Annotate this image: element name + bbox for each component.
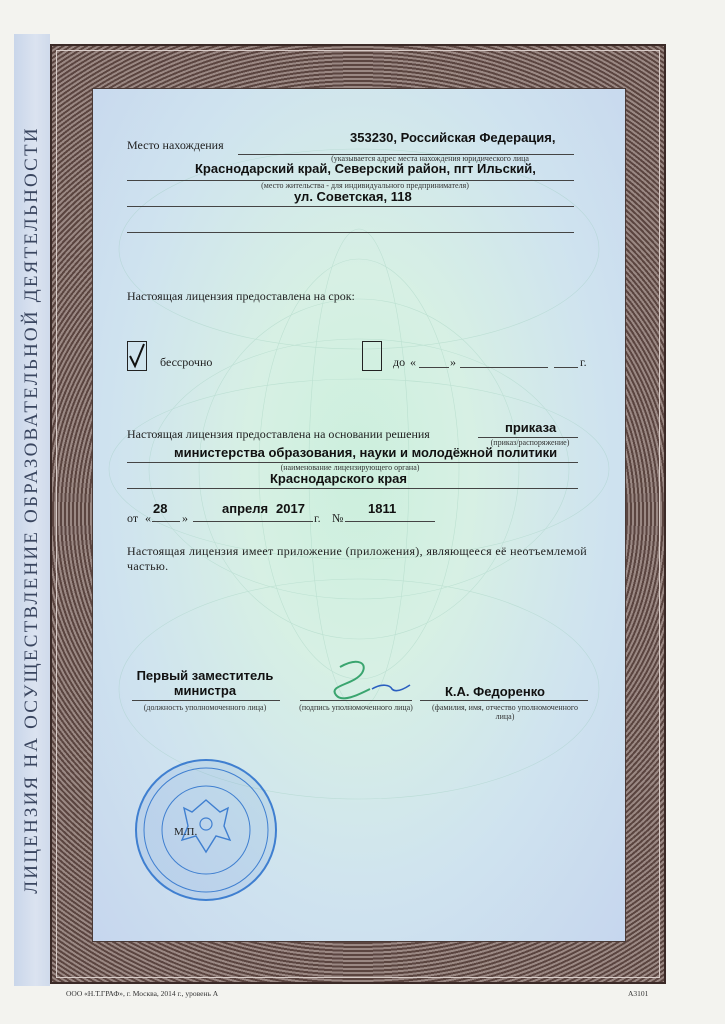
date-quote-open: « bbox=[145, 511, 151, 525]
year-value: 2017 bbox=[276, 501, 305, 516]
until-checkbox bbox=[362, 341, 382, 371]
location-value-2: Краснодарский край, Северский район, пгт Ильский, bbox=[195, 161, 536, 176]
authority-line-2 bbox=[127, 488, 578, 489]
checkmark-icon bbox=[128, 342, 146, 370]
side-title bbox=[14, 34, 50, 986]
date-year-suffix: г. bbox=[314, 511, 321, 525]
signature-hint: (подпись уполномоченного лица) bbox=[299, 703, 413, 712]
official-seal bbox=[132, 756, 280, 904]
day-value: 28 bbox=[153, 501, 168, 516]
until-quote-open: « bbox=[410, 355, 416, 369]
day-line bbox=[152, 521, 180, 522]
until-day-line bbox=[419, 367, 449, 368]
location-line-4 bbox=[127, 232, 574, 233]
until-label: до bbox=[393, 355, 406, 369]
decision-number: 1811 bbox=[368, 501, 397, 516]
position-line bbox=[132, 700, 280, 701]
position-hint: (должность уполномоченного лица) bbox=[143, 703, 267, 712]
until-year-line bbox=[554, 367, 578, 368]
decision-type-hint: (приказ/распоряжение) bbox=[490, 438, 570, 447]
form-code: А3101 bbox=[628, 989, 649, 998]
signature-graphic bbox=[318, 655, 418, 705]
location-label: Место нахождения bbox=[127, 138, 224, 152]
authority-hint: (наименование лицензирующего органа) bbox=[280, 463, 420, 472]
location-hint-1: (указывается адрес места нахождения юридического лица bbox=[331, 154, 529, 163]
indefinite-checkbox bbox=[127, 341, 147, 371]
authority-value-1: министерства образования, науки и молодёжной политики bbox=[174, 445, 558, 460]
location-line-3 bbox=[127, 206, 574, 207]
month-line bbox=[193, 521, 313, 522]
number-line bbox=[345, 521, 435, 522]
number-label: № bbox=[332, 511, 344, 525]
until-month-line bbox=[460, 367, 548, 368]
location-value-1: 353230, Российская Федерация, bbox=[350, 130, 556, 145]
date-quote-close: » bbox=[182, 511, 188, 525]
stamp-label: М.П. bbox=[174, 826, 198, 838]
position-line-1: Первый заместитель bbox=[136, 668, 274, 683]
decision-type-value: приказа bbox=[505, 420, 557, 435]
authority-value-2: Краснодарского края bbox=[270, 471, 407, 486]
until-quote-close: » bbox=[450, 355, 456, 369]
from-label: от bbox=[127, 511, 139, 525]
position-line-2: министра bbox=[173, 683, 237, 698]
signatory-name: К.А. Федоренко bbox=[445, 684, 545, 699]
side-title-text: ЛИЦЕНЗИЯ НА ОСУЩЕСТВЛЕНИЕ ОБРАЗОВАТЕЛЬНОЙ ДЕЯТЕЛЬНОСТИ bbox=[21, 126, 42, 894]
signatory-position bbox=[130, 668, 280, 698]
basis-label: Настоящая лицензия предоставлена на основании решения bbox=[127, 427, 430, 441]
signature-line bbox=[300, 700, 412, 701]
appendix-text: Настоящая лицензия имеет приложение (приложения), являющееся её неотъемлемой частью. bbox=[127, 544, 587, 573]
until-year-suffix: г. bbox=[580, 355, 587, 369]
printer-footer: ООО «Н.Т.ГРАФ», г. Москва, 2014 г., уровень А bbox=[66, 989, 219, 998]
month-value: апреля bbox=[222, 501, 269, 516]
location-value-3: ул. Советская, 118 bbox=[294, 189, 412, 204]
indefinite-label: бессрочно bbox=[160, 355, 213, 369]
name-line bbox=[420, 700, 588, 701]
name-hint: (фамилия, имя, отчество уполномоченного лица) bbox=[431, 703, 579, 721]
location-hint-2: (место жительства - для индивидуального предпринимателя) bbox=[261, 181, 469, 190]
term-label: Настоящая лицензия предоставлена на срок: bbox=[127, 289, 355, 303]
